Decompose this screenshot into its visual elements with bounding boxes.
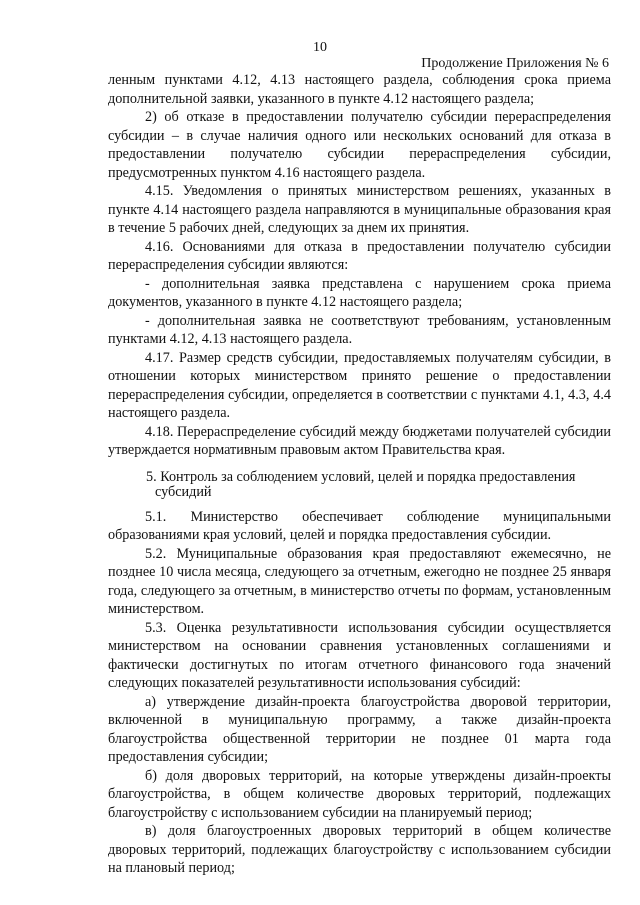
paragraph-5-2: 5.2. Муниципальные образования края предоставляют ежемесячно, не позднее 10 числа месяца, следующего за отчетным, ежегодно не позднее 25 января года, следующего за отчетным, в министерство отчеты по формам, установленным министерством. xyxy=(108,545,611,617)
paragraph-refusal-reason-2: - дополнительная заявка не соответствуют требованиям, установленным пунктами 4.12, 4.13 настоящего раздела. xyxy=(108,312,611,347)
paragraph-item-2: 2) об отказе в предоставлении получателю субсидии перераспределения субсидии – в случае наличия одного или нескольких оснований для отказа в предоставлении получателю субсидии перераспределения субсидии, предусмотренных пунктом 4.16 настоящего раздела. xyxy=(108,109,611,181)
paragraph-5-1: 5.1. Министерство обеспечивает соблюдение муниципальными образованиями края условий, целей и порядка предоставления субсидии. xyxy=(108,508,611,543)
document-body xyxy=(108,71,611,878)
paragraph-refusal-reason-1: - дополнительная заявка представлена с нарушением срока приема документов, указанного в пункте 4.12 настоящего раздела; xyxy=(108,275,611,310)
section-5-title-line-1: 5. Контроль за соблюдением условий, целей и порядка предоставления xyxy=(146,468,576,485)
paragraph-continuation: ленным пунктами 4.12, 4.13 настоящего раздела, соблюдения срока приема дополнительной заявки, указанного в пункте 4.12 настоящего раздела; xyxy=(108,72,611,107)
appendix-continuation-note: Продолжение Приложения № 6 xyxy=(421,56,609,71)
paragraph-4-15: 4.15. Уведомления о принятых министерством решениях, указанных в пункте 4.14 настоящего раздела направляются в муниципальные образования края в течение 5 рабочих дней, следующих за днем их принятия. xyxy=(108,183,611,236)
paragraph-4-18: 4.18. Перераспределение субсидий между бюджетами получателей субсидии утверждается нормативным правовым актом Правительства края. xyxy=(108,423,611,458)
paragraph-indicator-b: б) доля дворовых территорий, на которые утверждены дизайн-проекты благоустройства, в общем количестве дворовых территорий, подлежащих благоустройству с использованием субсидии на планируемый период; xyxy=(108,767,611,821)
section-5-title-line-2: субсидий xyxy=(155,483,212,500)
paragraph-5-3: 5.3. Оценка результативности использования субсидии осуществляется министерством на основании сравнения установленных соглашениями и фактически достигнутых по итогам отчетного финансового года значений следующих показателей результативности использования субсидий: xyxy=(108,619,611,691)
paragraph-indicator-c: в) доля благоустроенных дворовых территорий в общем количестве дворовых территорий, подлежащих благоустройству с использованием субсидии на плановый период; xyxy=(108,823,611,876)
section-5-title xyxy=(108,470,611,500)
paragraph-4-16: 4.16. Основаниями для отказа в предоставлении получателю субсидии перераспределения субсидии являются: xyxy=(108,238,611,273)
paragraph-4-17: 4.17. Размер средств субсидии, предоставляемых получателям субсидии, в отношении которых министерством принято решение о предоставлении перераспределения субсидии, определяется в соответствии с пунктами 4.1, 4.3, 4.4 настоящего раздела. xyxy=(108,349,611,421)
paragraph-indicator-a: а) утверждение дизайн-проекта благоустройства дворовой территории, включенной в муниципальную программу, а также дизайн-проекта благоустройства общественной территории не позднее 01 марта года предоставления субсидии; xyxy=(108,693,611,765)
page-number: 10 xyxy=(313,40,327,55)
